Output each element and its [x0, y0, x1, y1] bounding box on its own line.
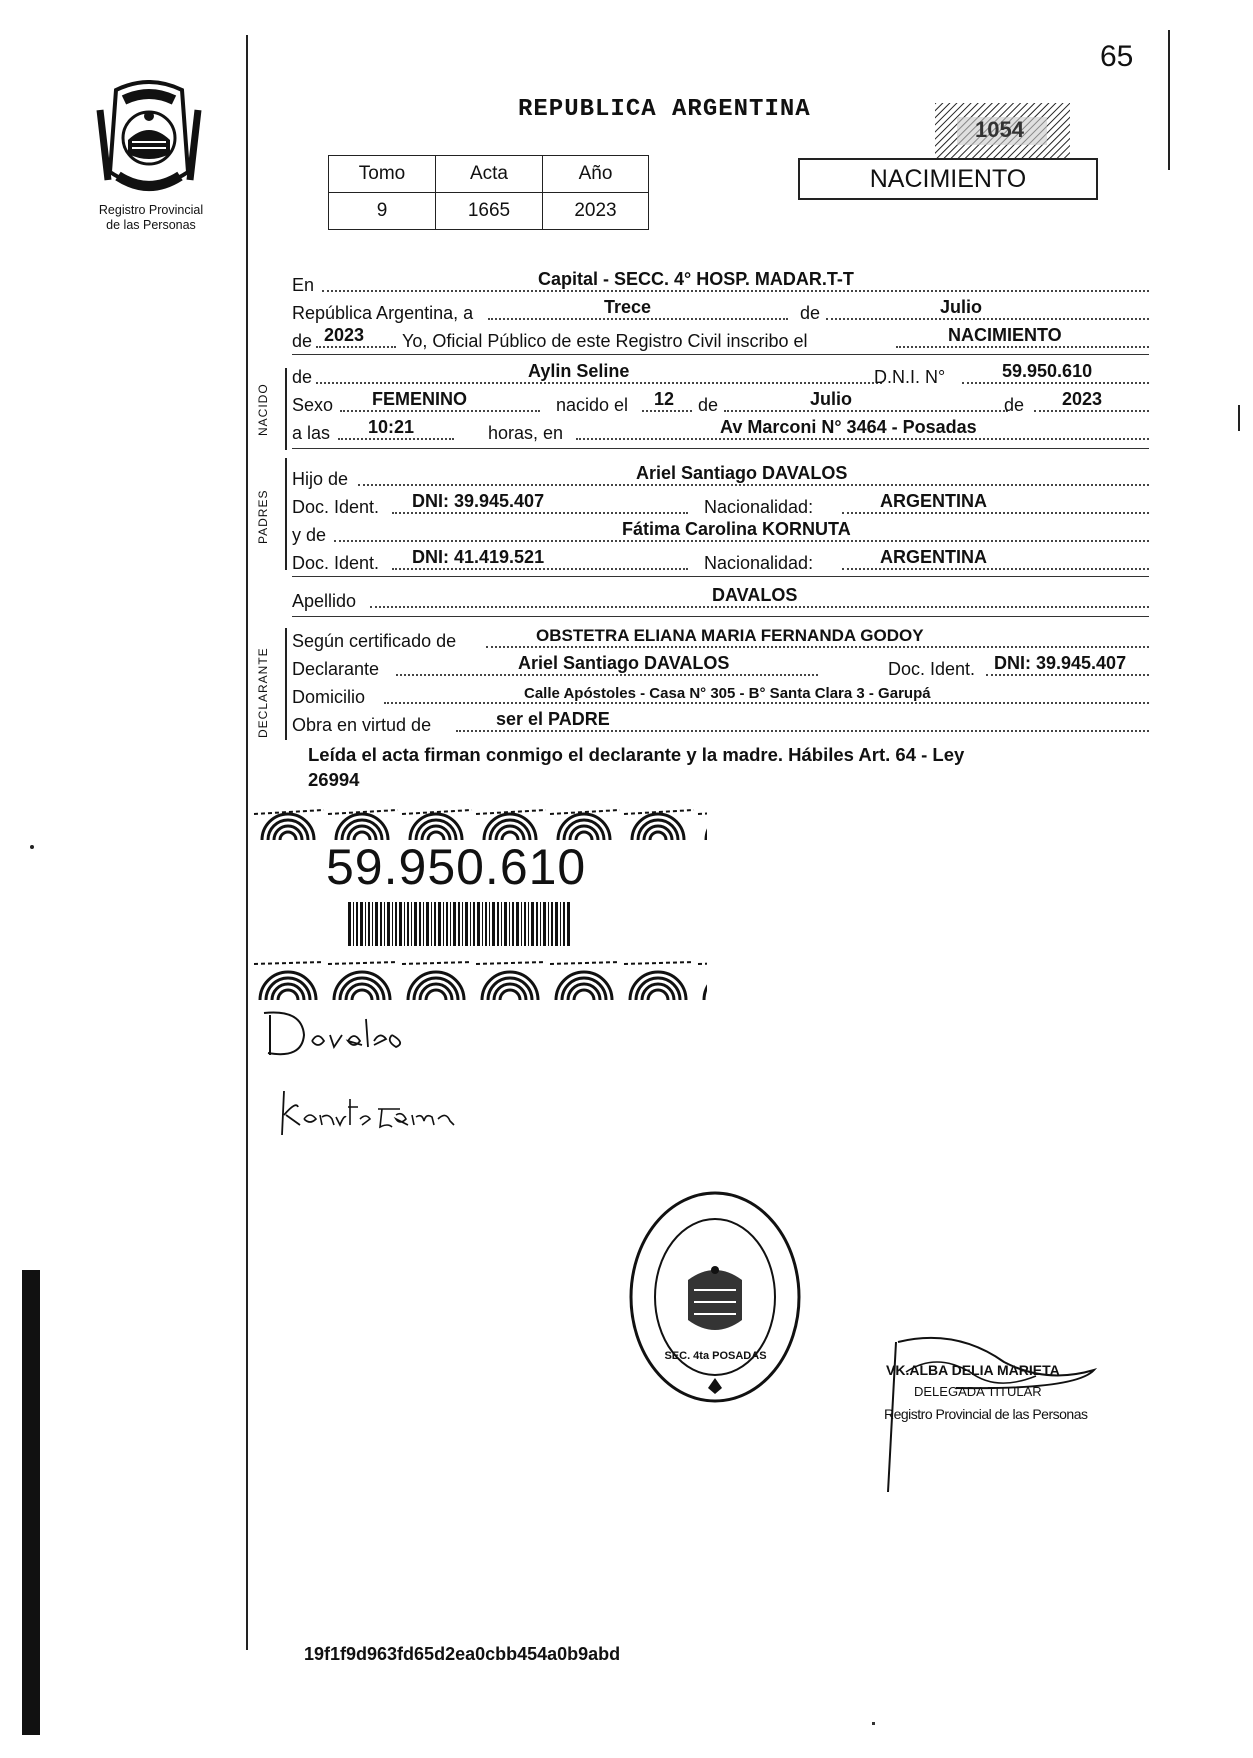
alas-label: a las: [292, 423, 331, 443]
logo-caption-line1: Registro Provincial: [98, 203, 204, 217]
bottom-left-scan-edge: [22, 1270, 40, 1735]
right-margin-rule: [1168, 30, 1170, 170]
month-de-label: de: [800, 303, 821, 323]
domicilio-label: Domicilio: [292, 687, 366, 707]
obra-value: ser el PADRE: [496, 709, 610, 729]
child-dni-value: 59.950.610: [1002, 361, 1093, 381]
document-title: REPUBLICA ARGENTINA: [518, 96, 811, 123]
birth-month-value: Julio: [810, 389, 853, 409]
right-edge-mark: [1238, 405, 1240, 431]
rule-3: [292, 576, 1149, 577]
en-dots: [322, 290, 1149, 292]
side-label-declarante: DECLARANTE: [256, 647, 270, 738]
row-declarante: [292, 654, 1149, 680]
apellido-label: Apellido: [292, 591, 357, 611]
stamp-number: 1054: [975, 117, 1024, 142]
value-ano: 2023: [543, 193, 649, 230]
header-tomo: Tomo: [329, 156, 436, 193]
side-label-padres: PADRES: [256, 489, 270, 544]
row-yde: [292, 520, 1149, 546]
closing-line-1: Leída el acta firman conmigo el declarante y la madre. Hábiles Art. 64 - Ley: [308, 744, 965, 765]
logo-caption: [82, 203, 220, 233]
birth-de1-label: de: [698, 395, 719, 415]
nac2-dots: [842, 568, 1149, 570]
certificate-value: OBSTETRA ELIANA MARIA FERNANDA GODOY: [536, 626, 924, 645]
declarante-dni-value: DNI: 39.945.407: [994, 653, 1127, 673]
sexo-label: Sexo: [292, 395, 334, 415]
name-de-label: de: [292, 367, 313, 387]
registry-table: [328, 155, 649, 230]
yde-label: y de: [292, 525, 327, 545]
apellido-dots: [370, 606, 1149, 608]
father-dni-value: DNI: 39.945.407: [412, 491, 545, 511]
dni-label: D.N.I. N°: [874, 367, 946, 387]
value-acta: 1665: [436, 193, 543, 230]
security-stamp: [935, 103, 1070, 158]
hour-value: 10:21: [368, 417, 415, 437]
side-label-nacido: NACIDO: [256, 383, 270, 436]
segun-label: Según certificado de: [292, 631, 457, 651]
place-dots: [576, 438, 1149, 440]
obra-dots: [456, 730, 1149, 732]
apellido-value: DAVALOS: [712, 585, 798, 605]
row-segun: [292, 626, 1149, 652]
segun-dots: [486, 646, 1149, 648]
birthplace-value: Av Marconi N° 3464 - Posadas: [720, 417, 977, 437]
header-ano: Año: [543, 156, 649, 193]
en-label: En: [292, 275, 315, 295]
seal-inner-text: SEC. 4ta POSADAS: [664, 1350, 767, 1362]
mother-dots: [334, 540, 1149, 542]
birthmonth-dots: [724, 410, 1008, 412]
year-dots: [316, 346, 396, 348]
child-name-value: Aylin Seline: [528, 361, 630, 381]
official-role: DELEGADA TITULAR: [914, 1384, 1042, 1399]
declarante-label: Declarante: [292, 659, 380, 679]
obra-label: Obra en virtud de: [292, 715, 432, 735]
doc1-label: Doc. Ident.: [292, 497, 380, 517]
nac2-label: Nacionalidad:: [704, 553, 814, 573]
row-en: [292, 270, 1149, 296]
father-name-value: Ariel Santiago DAVALOS: [636, 463, 848, 483]
official-signature-block: [876, 1332, 1106, 1502]
birth-year-value: 2023: [1062, 389, 1103, 409]
day-dots: [488, 318, 788, 320]
mother-name-value: Fátima Carolina KORNUTA: [622, 519, 851, 539]
province-logo: [88, 80, 210, 205]
domicilio-value: Calle Apóstoles - Casa N° 305 - B° Santa Clara 3 - Garupá: [524, 685, 931, 702]
row-name: [292, 362, 1149, 388]
birth-de2-label: de: [1004, 395, 1025, 415]
sexo-dots: [340, 410, 540, 412]
row-sexo: [292, 390, 1149, 416]
row-date: [292, 298, 1149, 324]
signature-madre: [278, 1085, 498, 1140]
domicilio-dots: [384, 702, 1149, 704]
official-org: Registro Provincial de las Personas: [884, 1406, 1088, 1422]
row-doc2: [292, 548, 1149, 574]
month-dots: [826, 318, 1149, 320]
nac1-dots: [842, 512, 1149, 514]
row-inscribo: [292, 326, 1149, 352]
signature-declarante: [262, 1005, 442, 1065]
row-doc1: [292, 492, 1149, 518]
name-dots: [316, 382, 882, 384]
declarante-dots: [396, 674, 818, 676]
scan-dot-bottom: [872, 1722, 875, 1725]
closing-line-2: 26994: [308, 769, 360, 790]
inscribo-value: NACIMIENTO: [948, 325, 1062, 345]
closing-statement: [308, 742, 1148, 792]
logo-caption-line2: de las Personas: [106, 218, 196, 232]
oficial-text: Yo, Oficial Público de este Registro Civil inscribo el: [402, 331, 808, 351]
row-hora: [292, 418, 1149, 444]
security-strip-bottom: [252, 958, 707, 1000]
mother-dni-value: DNI: 41.419.521: [412, 547, 545, 567]
doc3-label: Doc. Ident.: [888, 659, 976, 679]
scan-dot: [30, 845, 34, 849]
row-domicilio: [292, 682, 1149, 708]
rule-2: [292, 448, 1149, 449]
year-de-label: de: [292, 331, 313, 351]
row-apellido: [292, 586, 1149, 612]
nacido-bracket: [285, 368, 287, 450]
header-acta: Acta: [436, 156, 543, 193]
security-strip-top: [252, 808, 707, 840]
doc2-label: Doc. Ident.: [292, 553, 380, 573]
mother-nationality-value: ARGENTINA: [880, 547, 987, 567]
birthday-dots: [642, 410, 692, 412]
id-number-large: 59.950.610: [326, 839, 587, 895]
dni-dots: [962, 382, 1149, 384]
document-type-box: NACIMIENTO: [798, 158, 1098, 200]
official-seal: [628, 1190, 803, 1405]
inscribo-dots: [896, 346, 1149, 348]
value-tomo: 9: [329, 193, 436, 230]
father-dots: [358, 484, 1149, 486]
birth-day-value: 12: [654, 389, 675, 409]
nac1-label: Nacionalidad:: [704, 497, 814, 517]
page-number: 65: [1100, 40, 1134, 73]
day-value: Trece: [604, 297, 652, 317]
doc3-dots: [986, 674, 1149, 676]
registry-table-header: [329, 156, 649, 193]
padres-bracket: [285, 458, 287, 570]
row-obra: [292, 710, 1149, 736]
hijo-label: Hijo de: [292, 469, 349, 489]
official-name: VK.ALBA DELIA MARIETA: [886, 1362, 1060, 1378]
left-margin-rule: [246, 35, 248, 1650]
registry-table-values: [329, 193, 649, 230]
hour-dots: [338, 438, 454, 440]
month-value: Julio: [940, 297, 983, 317]
doc2-dots: [392, 568, 688, 570]
father-nationality-value: ARGENTINA: [880, 491, 987, 511]
year-value: 2023: [324, 325, 365, 345]
declarante-value: Ariel Santiago DAVALOS: [518, 653, 730, 673]
horas-label: horas, en: [488, 423, 564, 443]
rule-1: [292, 354, 1149, 355]
en-value: Capital - SECC. 4° HOSP. MADAR.T-T: [538, 269, 854, 289]
row-hijo: [292, 464, 1149, 490]
document-hash: 19f1f9d963fd65d2ea0cbb454a0b9abd: [304, 1644, 621, 1664]
birthyear-dots: [1034, 410, 1149, 412]
sexo-value: FEMENINO: [372, 389, 468, 409]
doc1-dots: [392, 512, 688, 514]
republica-label: República Argentina, a: [292, 303, 474, 323]
rule-4: [292, 616, 1149, 617]
barcode: [348, 902, 570, 946]
nacido-label: nacido el: [556, 395, 629, 415]
declarante-bracket: [285, 628, 287, 740]
